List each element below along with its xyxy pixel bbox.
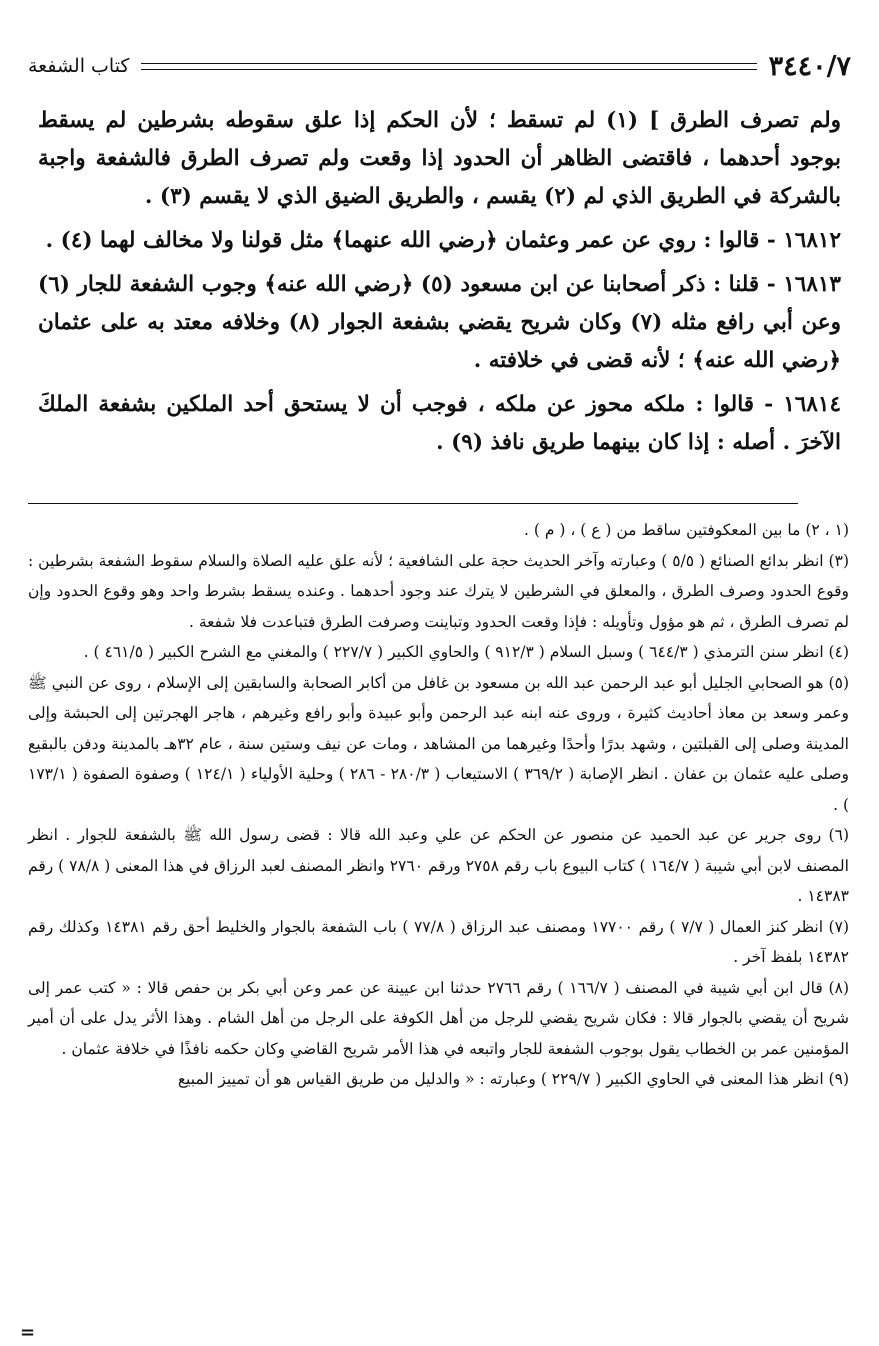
footnote: (٤) انظر سنن الترمذي ( ٦٤٤/٣ ) وسبل السلام ( ٩١٢/٣ ) والحاوي الكبير ( ٢٢٧/٧ ) والمغني مع الشرح الكبير ( ٤٦١/٥ ) .	[83, 643, 849, 661]
main-paragraph: ١٦٨١٢ - قالوا : روي عن عمر وعثمان ﴿رضي الله عنهما﴾ مثل قولنا ولا مخالف لهما (٤) .	[45, 228, 841, 253]
footnote: (٥) هو الصحابي الجليل أبو عبد الرحمن عبد الله بن مسعود بن غافل من أكابر الصحابة والسابقين إلى الإسلام ، روى عن النبي ﷺ وعمر وسعد بن معاذ أحاديث كثيرة ، وروى عنه ابنه عبد الرحمن وأبو عبيدة وأبو رافع وغيرهم ، هاجر الهجرتين إلى الحبشة وإلى المدينة وصلى إلى القبلتين ، وشهد بدرًا وأحدًا وغيرهما من المشاهد ، ومات عن نيف وستين سنة ، عام ٣٢هـ بالمدينة ودفن بالبقيع وصلى عليه عثمان بن عفان . انظر الإصابة ( ٣٦٩/٢ ) الاستيعاب ( ٢٨٠/٣ - ٢٨٦ ) وحلية الأولياء ( ١٢٤/١ ) وصفوة الصفوة ( ١٧٣/١ ) .	[28, 673, 849, 814]
page-header	[28, 46, 851, 86]
main-paragraph: ١٦٨١٣ - قلنا : ذكر أصحابنا عن ابن مسعود (٥) ﴿رضي الله عنه﴾ وجوب الشفعة للجار (٦) وعن أبي رافع مثله (٧) وكان شريح يقضي بشفعة الجوار (٨) وخلافه معتد به على عثمان ﴿رضي الله عنه﴾ ؛ لأنه قضى في خلافته .	[38, 272, 842, 373]
main-paragraph: ١٦٨١٤ - قالوا : ملكه محوز عن ملكه ، فوجب أن لا يستحق أحد الملكين بشفعة الملكَ الآخرَ . أصله : إذا كان بينهما طريق نافذ (٩) .	[38, 392, 841, 455]
header-rule	[141, 63, 756, 70]
footnote: (٩) انظر هذا المعنى في الحاوي الكبير ( ٢٢٩/٧ ) وعبارته : « والدليل من طريق القياس هو أن تمييز المبيع	[177, 1070, 849, 1088]
footnote-separator	[28, 503, 798, 504]
footnote: (٣) انظر بدائع الصنائع ( ٥/٥ ) وعبارته وآخر الحديث حجة على الشافعية ؛ لأنه علق عليه الصلاة والسلام سقوط الشفعة بشرطين : وقوع الحدود وصرف الطرق ، والمعلق في الشرطين لا يترك عند وجود أحدهما . وعنده يسقط بشرط واحد وهو وقوع الحدود وإن لم تصرف الطرق ، ثم هو مؤول وتأويله : فإذا وقعت الحدود وتباينت وصرفت الطرق فتباعدت فلا شفعة .	[28, 551, 849, 631]
footnote: (١ ، ٢) ما بين المعكوفتين ساقط من ( ع ) ، ( م ) .	[524, 521, 849, 539]
footnote: (٦) روى جرير عن عبد الحميد عن منصور عن الحكم عن علي وعبد الله قالا : قضى رسول الله ﷺ بالشفعة للجوار . انظر المصنف لابن أبي شيبة ( ١٦٤/٧ ) كتاب البيوع باب رقم ٢٧٥٨ ورقم ٢٧٦٠ وانظر المصنف لعبد الرزاق في هذا المعنى ( ٧٨/٨ ) رقم ١٤٣٨٣ .	[28, 826, 849, 905]
footnote: (٨) قال ابن أبي شيبة في المصنف ( ١٦٦/٧ ) رقم ٢٧٦٦ حدثنا ابن عيينة عن عمر وعن أبي بكر بن حفص قالا : « كتب عمر إلى شريح أن يقضي بالجوار قالا : فكان شريح يقضي للرجل من أهل الكوفة على الرجل من أهل الشام . وهذا الأثر يدل على أن أمير المؤمنين عمر بن الخطاب يقول بوجوب الشفعة للجار واتبعه في هذا الأمر شريح القاضي وكان حكمه نافذًا في خلافة عثمان .	[28, 978, 849, 1058]
main-text	[38, 102, 841, 468]
footnote: (٧) انظر كنز العمال ( ٧/٧ ) رقم ١٧٧٠٠ ومصنف عبد الرزاق ( ٧٧/٨ ) باب الشفعة بالجوار والخليط أحق رقم ١٤٣٨١ وكذلك رقم ١٤٣٨٢ بلفظ آخر .	[28, 917, 849, 966]
main-paragraph: ولم تصرف الطرق ] (١) لم تسقط ؛ لأن الحكم إذا علق سقوطه بشرطين لم يسقط بوجود أحدهما ، فاقتضى الظاهر أن الحدود إذا وقعت ولم تصرف الطرق فالشفعة واجبة بالشركة في الطريق الذي لم (٢) يقسم ، والطريق الضيق الذي لا يقسم (٣) .	[38, 108, 841, 209]
footnotes	[28, 515, 849, 1095]
page-number: ٣٤٤٠/٧	[768, 50, 851, 82]
continuation-mark: =	[20, 1322, 36, 1343]
book-title: كتاب الشفعة	[28, 55, 130, 77]
